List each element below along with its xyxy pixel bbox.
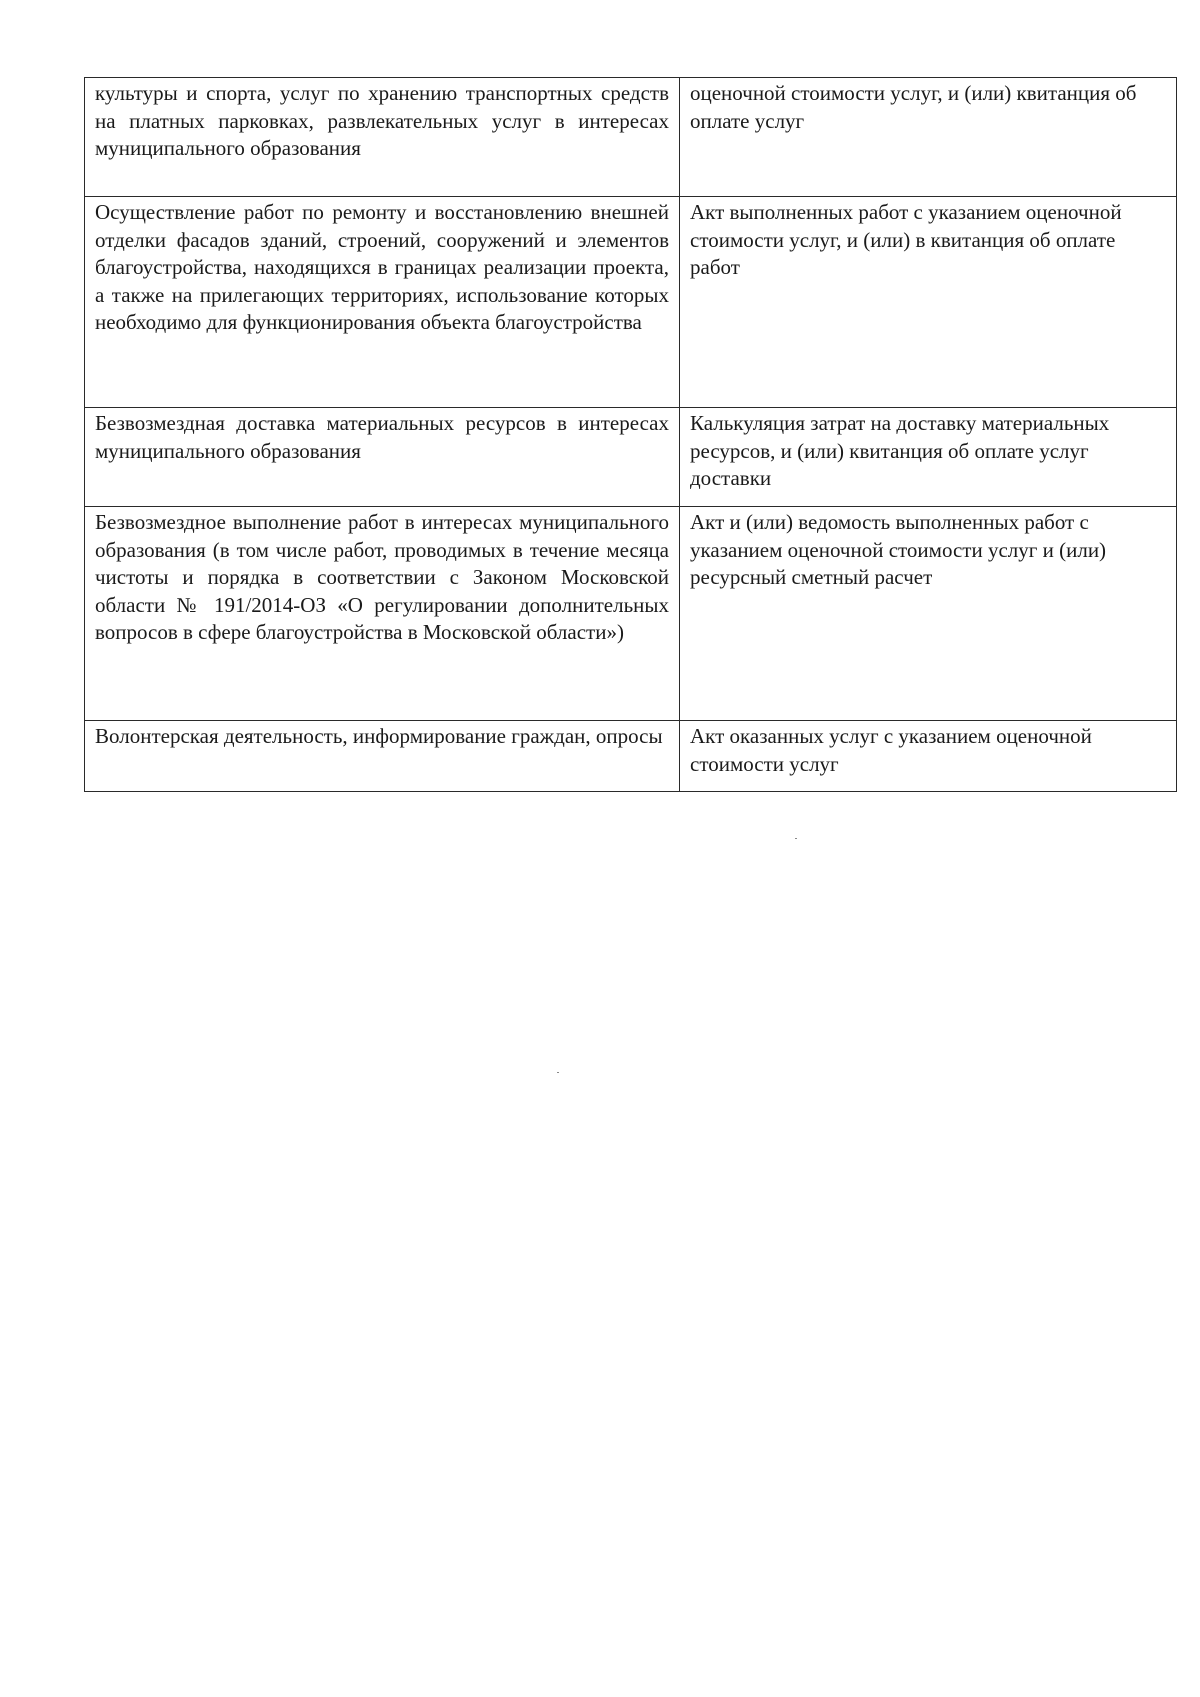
table-row — [85, 408, 1177, 507]
document-cell: Акт выполненных работ с указанием оценочной стоимости услуг, и (или) в квитанция об оплате работ — [680, 197, 1177, 408]
activity-cell: Безвозмездное выполнение работ в интересах муниципального образования (в том числе работ, проводимых в течение месяца чистоты и порядка в соответствии с Законом Московской области № 191/2014-ОЗ «О регулировании дополнительных вопросов в сфере благоустройства в Московской области») — [85, 507, 680, 721]
activity-cell: Безвозмездная доставка материальных ресурсов в интересах муниципального образования — [85, 408, 680, 507]
document-cell: Калькуляция затрат на доставку материальных ресурсов, и (или) квитанция об оплате услуг доставки — [680, 408, 1177, 507]
table-row — [85, 197, 1177, 408]
document-cell: Акт оказанных услуг с указанием оценочной стоимости услуг — [680, 721, 1177, 792]
scan-speck — [557, 1072, 559, 1073]
scan-speck — [795, 838, 797, 839]
activity-cell: Осуществление работ по ремонту и восстановлению внешней отделки фасадов зданий, строений, сооружений и элементов благоустройства, находящихся в границах реализации проекта, а также на прилегающих территориях, использование которых необходимо для функционирования объекта благоустройства — [85, 197, 680, 408]
table-row — [85, 507, 1177, 721]
evidence-table — [84, 77, 1177, 792]
table-row — [85, 78, 1177, 197]
document-cell: оценочной стоимости услуг, и (или) квитанция об оплате услуг — [680, 78, 1177, 197]
table-row — [85, 721, 1177, 792]
document-cell: Акт и (или) ведомость выполненных работ с указанием оценочной стоимости услуг и (или) ресурсный сметный расчет — [680, 507, 1177, 721]
activity-cell: культуры и спорта, услуг по хранению транспортных средств на платных парковках, развлекательных услуг в интересах муниципального образования — [85, 78, 680, 197]
activity-cell: Волонтерская деятельность, информирование граждан, опросы — [85, 721, 680, 792]
